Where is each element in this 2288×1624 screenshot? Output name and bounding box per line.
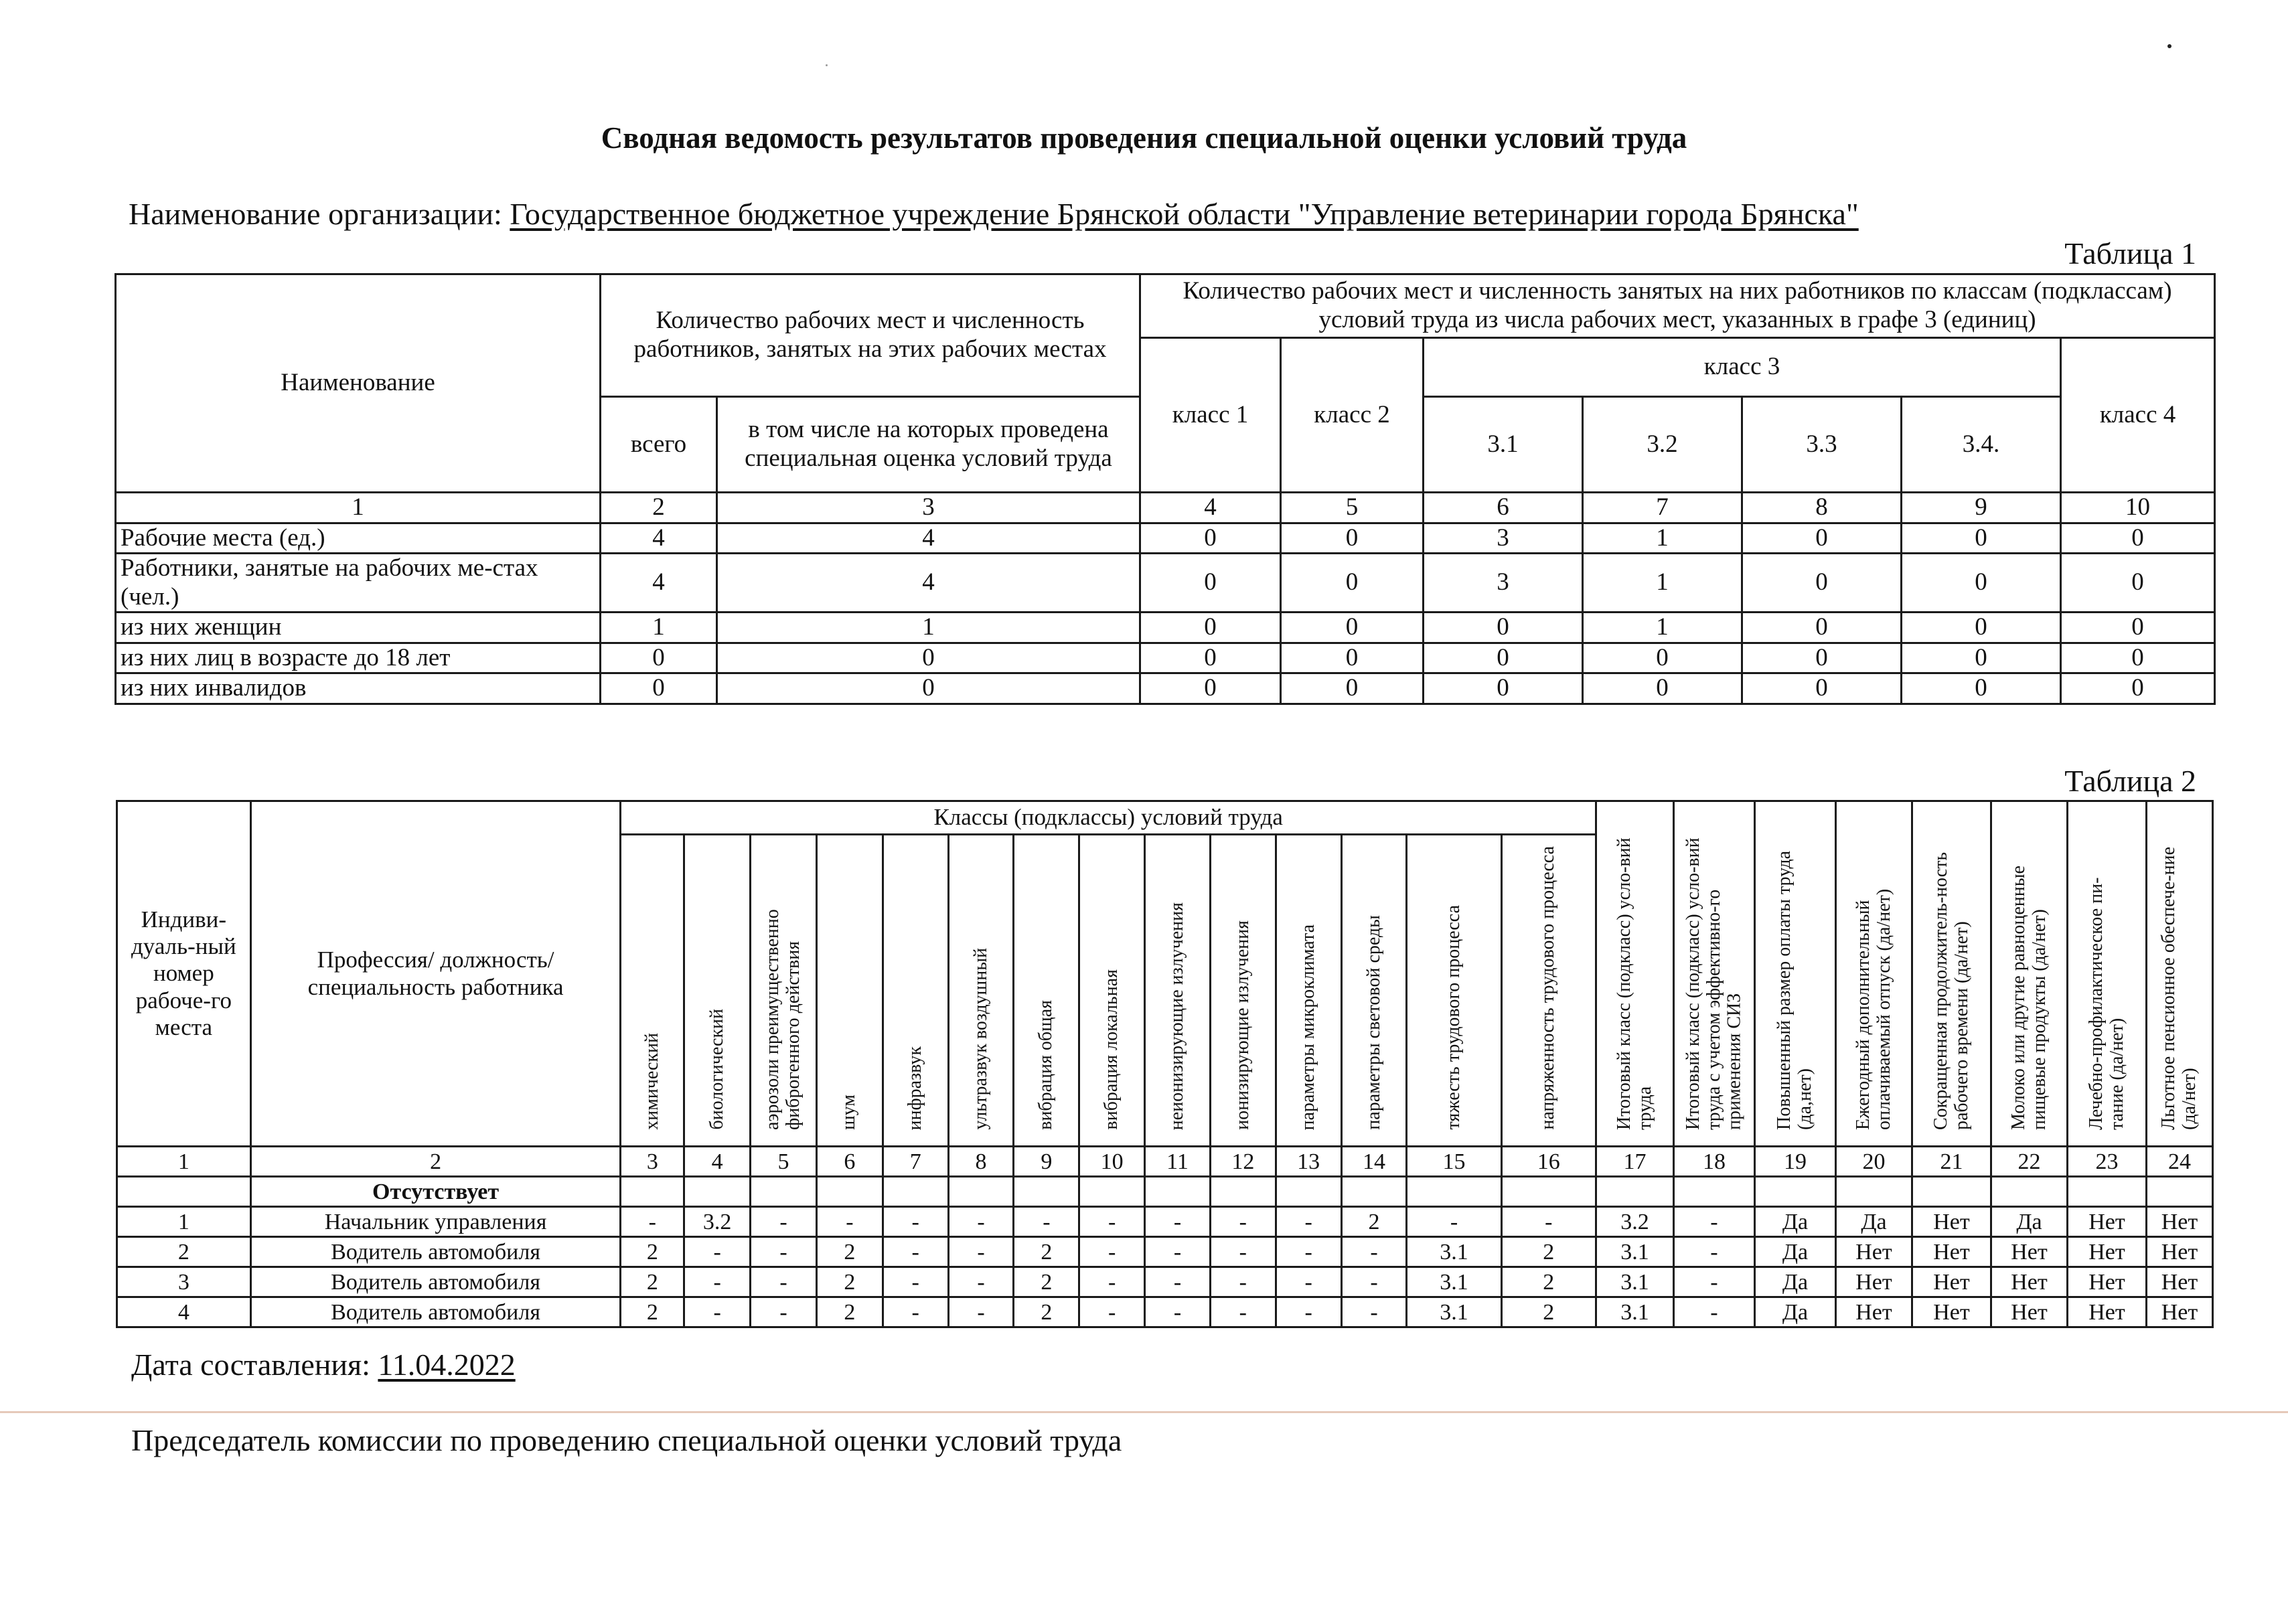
- t2-col-number: 22: [1991, 1147, 2067, 1177]
- t2-cell: 2: [1014, 1267, 1079, 1297]
- t2-header-microclimate: параметры микроклимата: [1276, 835, 1341, 1147]
- t2-cell: -: [883, 1237, 948, 1267]
- t1-cell: 0: [1742, 643, 1902, 673]
- t2-cell: -: [751, 1297, 817, 1327]
- t2-cell: Нет: [1912, 1267, 1991, 1297]
- date-line: [131, 1347, 516, 1382]
- t2-cell: Нет: [1836, 1267, 1912, 1297]
- t2-cell: -: [1210, 1207, 1276, 1237]
- t1-row-label: из них женщин: [116, 613, 601, 643]
- t2-section-empty: [1754, 1177, 1835, 1207]
- t2-row-profession: Водитель автомобиля: [250, 1267, 621, 1297]
- t2-col-number: 2: [250, 1147, 621, 1177]
- t2-cell: -: [1341, 1267, 1407, 1297]
- t1-cell: 0: [1281, 554, 1424, 613]
- t2-cell: Да: [1991, 1207, 2067, 1237]
- t2-header-classes: Классы (подклассы) условий труда: [621, 801, 1596, 835]
- t2-cell: 3.2: [684, 1207, 751, 1237]
- t2-cell: -: [684, 1237, 751, 1267]
- t2-cell: -: [1145, 1237, 1211, 1267]
- t2-header-biological: биологический: [684, 835, 751, 1147]
- t2-cell: Нет: [1836, 1237, 1912, 1267]
- t2-cell: -: [1501, 1207, 1596, 1237]
- t1-cell: 0: [1742, 554, 1902, 613]
- t2-cell: -: [1673, 1237, 1754, 1267]
- t2-cell: -: [1079, 1267, 1145, 1297]
- t1-cell: 0: [1902, 643, 2061, 673]
- t1-cell: 0: [1424, 613, 1583, 643]
- table2-caption: Таблица 2: [2064, 764, 2196, 798]
- t2-cell: 2: [1501, 1297, 1596, 1327]
- t2-col-number: 11: [1145, 1147, 1211, 1177]
- t2-cell: Нет: [1912, 1207, 1991, 1237]
- t2-section-empty: [1407, 1177, 1501, 1207]
- t1-col-number: 2: [601, 493, 717, 523]
- t2-header-intensity: напряженность трудового процесса: [1501, 835, 1596, 1147]
- t2-col-number: 7: [883, 1147, 948, 1177]
- t1-col-number: 5: [1281, 493, 1424, 523]
- chairman-label: Председатель комиссии по проведению специальной оценки условий труда: [131, 1423, 1122, 1457]
- date-value: 11.04.2022: [378, 1348, 516, 1382]
- t2-cell: -: [948, 1237, 1014, 1267]
- t1-header-3-4: 3.4.: [1902, 397, 2061, 493]
- t2-cell: -: [684, 1267, 751, 1297]
- t2-section-empty: [751, 1177, 817, 1207]
- t2-section-label: Отсутствует: [250, 1177, 621, 1207]
- t2-section-empty: [1145, 1177, 1211, 1207]
- t2-header-short-hours: Сокращенная продолжитель-ность рабочего времени (да/нет): [1912, 801, 1991, 1147]
- t1-col-number: 3: [717, 493, 1140, 523]
- t1-cell: 0: [1140, 523, 1281, 554]
- t2-header-noise: шум: [816, 835, 883, 1147]
- t2-cell: -: [948, 1297, 1014, 1327]
- t1-cell: 0: [1140, 673, 1281, 704]
- t1-cell: 0: [1281, 523, 1424, 554]
- t2-header-chemical: химический: [621, 835, 684, 1147]
- t2-header-increased-pay: Повышенный размер оплаты труда (да,нет): [1754, 801, 1835, 1147]
- t2-col-number: 12: [1210, 1147, 1276, 1177]
- t1-row-label: из них лиц в возрасте до 18 лет: [116, 643, 601, 673]
- t2-cell: Нет: [1912, 1237, 1991, 1267]
- t1-header-class2: класс 2: [1281, 338, 1424, 493]
- t2-row: [117, 1267, 2213, 1297]
- t2-cell: Нет: [2067, 1297, 2146, 1327]
- t2-header-final-class: Итоговый класс (подкласс) усло-вий труда: [1596, 801, 1673, 1147]
- t2-cell: 2: [816, 1297, 883, 1327]
- t2-cell: -: [1079, 1297, 1145, 1327]
- t2-header-id: Индиви-дуаль-ный номер рабоче-го места: [117, 801, 251, 1147]
- t1-header-3-2: 3.2: [1583, 397, 1742, 493]
- t2-cell: 3.1: [1407, 1297, 1501, 1327]
- t2-cell: Нет: [2146, 1237, 2212, 1267]
- t2-cell: -: [948, 1207, 1014, 1237]
- t2-cell: 2: [621, 1297, 684, 1327]
- t2-col-number: 17: [1596, 1147, 1673, 1177]
- t1-cell: 0: [1281, 613, 1424, 643]
- t1-cell: 0: [1742, 673, 1902, 704]
- t2-cell: -: [883, 1267, 948, 1297]
- t1-row: [116, 554, 2215, 613]
- t2-header-lighting: параметры световой среды: [1341, 835, 1407, 1147]
- t2-section-empty: [117, 1177, 251, 1207]
- t1-cell: 4: [601, 523, 717, 554]
- t2-header-extra-leave: Ежегодный дополнительный оплачиваемый отпуск (да/нет): [1836, 801, 1912, 1147]
- t2-cell: 3.1: [1407, 1237, 1501, 1267]
- scan-speck: [826, 64, 828, 66]
- t2-cell: Нет: [1991, 1267, 2067, 1297]
- t1-col-number: 9: [1902, 493, 2061, 523]
- t2-cell: -: [1210, 1297, 1276, 1327]
- t2-cell: -: [1276, 1237, 1341, 1267]
- t2-header-ultrasound: ультразвук воздушный: [948, 835, 1014, 1147]
- t1-col-number: 4: [1140, 493, 1281, 523]
- t1-cell: 0: [1583, 643, 1742, 673]
- t2-col-number: 13: [1276, 1147, 1341, 1177]
- t2-col-number: 8: [948, 1147, 1014, 1177]
- t2-header-severity: тяжесть трудового процесса: [1407, 835, 1501, 1147]
- summary-table: [115, 273, 2216, 705]
- t2-cell: -: [751, 1207, 817, 1237]
- t2-cell: Нет: [2146, 1207, 2212, 1237]
- t2-cell: -: [1407, 1207, 1501, 1237]
- t1-cell: 3: [1424, 523, 1583, 554]
- t1-header-class1: класс 1: [1140, 338, 1281, 493]
- t2-header-medical-nutrition: Лечебно-профилактическое пи-тание (да/нет): [2067, 801, 2146, 1147]
- page-title: Сводная ведомость результатов проведения специальной оценки условий труда: [601, 121, 1687, 155]
- t2-cell: -: [1341, 1237, 1407, 1267]
- t1-cell: 0: [1140, 643, 1281, 673]
- t1-cell: 1: [1583, 523, 1742, 554]
- t2-row-id: 3: [117, 1267, 251, 1297]
- t2-cell: -: [1145, 1207, 1211, 1237]
- t2-col-number: 23: [2067, 1147, 2146, 1177]
- t2-col-number: 18: [1673, 1147, 1754, 1177]
- t2-cell: 2: [1014, 1237, 1079, 1267]
- t2-cell: -: [1210, 1267, 1276, 1297]
- t2-header-final-class-ppe: Итоговый класс (подкласс) усло-вий труда с учетом эффективно-го применения СИЗ: [1673, 801, 1754, 1147]
- t1-cell: 0: [717, 673, 1140, 704]
- t2-cell: Нет: [1991, 1297, 2067, 1327]
- t2-header-nonionizing: неионизирующие излучения: [1145, 835, 1211, 1147]
- t1-col-number: 8: [1742, 493, 1902, 523]
- t1-row: [116, 613, 2215, 643]
- t1-cell: 0: [1902, 554, 2061, 613]
- t2-header-profession: Профессия/ должность/ специальность работника: [250, 801, 621, 1147]
- t2-cell: 2: [1341, 1207, 1407, 1237]
- t2-cell: -: [1210, 1237, 1276, 1267]
- t2-col-number: 16: [1501, 1147, 1596, 1177]
- t2-col-number: 9: [1014, 1147, 1079, 1177]
- t2-col-number: 6: [816, 1147, 883, 1177]
- t2-col-number: 24: [2146, 1147, 2212, 1177]
- t2-row: [117, 1297, 2213, 1327]
- t2-header-vibration-general: вибрация общая: [1014, 835, 1079, 1147]
- t2-header-milk: Молоко или другие равноценные пищевые продукты (да/нет): [1991, 801, 2067, 1147]
- t1-cell: 0: [1281, 673, 1424, 704]
- t2-col-number: 1: [117, 1147, 251, 1177]
- t1-row: [116, 643, 2215, 673]
- t1-header-class4: класс 4: [2061, 338, 2215, 493]
- t2-row-id: 1: [117, 1207, 251, 1237]
- t2-row-profession: Начальник управления: [250, 1207, 621, 1237]
- t2-cell: Да: [1754, 1207, 1835, 1237]
- t2-col-number: 3: [621, 1147, 684, 1177]
- t2-cell: Нет: [2067, 1237, 2146, 1267]
- t2-section-empty: [1079, 1177, 1145, 1207]
- workplace-table: [116, 800, 2214, 1328]
- t1-cell: 0: [2061, 613, 2215, 643]
- t2-cell: -: [883, 1207, 948, 1237]
- t1-cell: 4: [601, 554, 717, 613]
- t1-cell: 0: [1140, 613, 1281, 643]
- t2-section-empty: [1210, 1177, 1276, 1207]
- t2-cell: -: [1079, 1207, 1145, 1237]
- t2-row: [117, 1207, 2213, 1237]
- t2-section-empty: [1014, 1177, 1079, 1207]
- t1-row-label: Работники, занятые на рабочих ме-стах (чел.): [116, 554, 601, 613]
- t2-section-empty: [1673, 1177, 1754, 1207]
- t1-cell: 0: [601, 673, 717, 704]
- t2-cell: Нет: [2146, 1267, 2212, 1297]
- t1-cell: 1: [601, 613, 717, 643]
- t2-cell: Нет: [2067, 1207, 2146, 1237]
- t2-header-vibration-local: вибрация локальная: [1079, 835, 1145, 1147]
- t2-section-empty: [1341, 1177, 1407, 1207]
- t2-cell: -: [1014, 1207, 1079, 1237]
- t1-cell: 4: [717, 554, 1140, 613]
- t2-cell: 2: [1014, 1297, 1079, 1327]
- t2-section-empty: [1836, 1177, 1912, 1207]
- t2-cell: -: [1276, 1207, 1341, 1237]
- t1-row: [116, 523, 2215, 554]
- t1-cell: 0: [1742, 523, 1902, 554]
- t1-cell: 0: [2061, 523, 2215, 554]
- scan-speck: [2167, 44, 2171, 48]
- t1-header-assessed: в том числе на которых проведена специальная оценка условий труда: [717, 397, 1140, 493]
- t2-row: [117, 1237, 2213, 1267]
- t2-cell: 3.1: [1596, 1297, 1673, 1327]
- t2-cell: Нет: [2067, 1267, 2146, 1297]
- t1-header-count: Количество рабочих мест и численность работников, занятых на этих рабочих местах: [601, 274, 1140, 397]
- t2-section-empty: [1501, 1177, 1596, 1207]
- t2-cell: -: [1341, 1297, 1407, 1327]
- t1-cell: 0: [1902, 613, 2061, 643]
- t2-cell: -: [1673, 1267, 1754, 1297]
- t2-col-number: 14: [1341, 1147, 1407, 1177]
- t1-row: [116, 673, 2215, 704]
- t2-section-empty: [1912, 1177, 1991, 1207]
- t2-cell: -: [1673, 1207, 1754, 1237]
- t2-row-profession: Водитель автомобиля: [250, 1297, 621, 1327]
- t2-row-id: 2: [117, 1237, 251, 1267]
- t2-cell: Да: [1836, 1207, 1912, 1237]
- t1-cell: 0: [1140, 554, 1281, 613]
- t2-cell: Нет: [1991, 1237, 2067, 1267]
- organization-name: Государственное бюджетное учреждение Брянской области "Управление ветеринарии города Брянска": [510, 197, 1859, 231]
- t2-col-number: 15: [1407, 1147, 1501, 1177]
- t2-cell: 3.1: [1407, 1267, 1501, 1297]
- t1-header-by-class: Количество рабочих мест и численность занятых на них работников по классам (подклассам) условий труда из числа рабочих мест, указанных в графе 3 (единиц): [1140, 274, 2215, 338]
- t2-cell: 2: [816, 1267, 883, 1297]
- date-label: Дата составления:: [131, 1348, 370, 1382]
- t2-section-empty: [684, 1177, 751, 1207]
- t1-row-label: из них инвалидов: [116, 673, 601, 704]
- t1-cell: 0: [1902, 523, 2061, 554]
- t2-cell: 3.1: [1596, 1237, 1673, 1267]
- t1-col-number: 6: [1424, 493, 1583, 523]
- t2-cell: 3.1: [1596, 1267, 1673, 1297]
- t2-cell: -: [1276, 1267, 1341, 1297]
- t2-cell: -: [883, 1297, 948, 1327]
- t1-cell: 3: [1424, 554, 1583, 613]
- t1-cell: 0: [1424, 643, 1583, 673]
- t2-section-empty: [816, 1177, 883, 1207]
- t2-section-empty: [2067, 1177, 2146, 1207]
- t2-cell: -: [1276, 1297, 1341, 1327]
- t2-cell: Да: [1754, 1267, 1835, 1297]
- t1-cell: 0: [2061, 643, 2215, 673]
- t1-row-label: Рабочие места (ед.): [116, 523, 601, 554]
- t2-header-infrasound: инфразвук: [883, 835, 948, 1147]
- t1-cell: 0: [2061, 673, 2215, 704]
- t1-cell: 4: [717, 523, 1140, 554]
- t1-cell: 0: [1902, 673, 2061, 704]
- t2-header-pension: Льготное пенсионное обеспече-ние (да/нет): [2146, 801, 2212, 1147]
- t2-cell: -: [751, 1237, 817, 1267]
- t2-header-ionizing: ионизирующие излучения: [1210, 835, 1276, 1147]
- t1-cell: 1: [717, 613, 1140, 643]
- t1-cell: 0: [1742, 613, 1902, 643]
- t2-cell: -: [684, 1297, 751, 1327]
- t2-cell: 2: [1501, 1267, 1596, 1297]
- t2-row-id: 4: [117, 1297, 251, 1327]
- t2-col-number: 20: [1836, 1147, 1912, 1177]
- t1-cell: 0: [1424, 673, 1583, 704]
- t2-col-number: 19: [1754, 1147, 1835, 1177]
- t1-cell: 0: [2061, 554, 2215, 613]
- t1-cell: 1: [1583, 554, 1742, 613]
- t1-col-number: 7: [1583, 493, 1742, 523]
- table1-caption: Таблица 1: [2064, 236, 2196, 270]
- t2-cell: Нет: [1912, 1297, 1991, 1327]
- t1-header-total: всего: [601, 397, 717, 493]
- t2-section-empty: [621, 1177, 684, 1207]
- t2-col-number: 4: [684, 1147, 751, 1177]
- t2-cell: -: [948, 1267, 1014, 1297]
- divider-line: [0, 1411, 2288, 1413]
- t2-section-empty: [1991, 1177, 2067, 1207]
- t1-cell: 1: [1583, 613, 1742, 643]
- t2-col-number: 10: [1079, 1147, 1145, 1177]
- t1-cell: 0: [1583, 673, 1742, 704]
- t2-cell: -: [751, 1267, 817, 1297]
- t1-col-number: 10: [2061, 493, 2215, 523]
- t2-cell: 3.2: [1596, 1207, 1673, 1237]
- t2-cell: -: [1079, 1237, 1145, 1267]
- t1-cell: 0: [717, 643, 1140, 673]
- t2-section-empty: [883, 1177, 948, 1207]
- t2-section-row: [117, 1177, 2213, 1207]
- organization-label: Наименование организации:: [129, 197, 502, 231]
- t2-cell: Да: [1754, 1237, 1835, 1267]
- t2-section-empty: [1276, 1177, 1341, 1207]
- t2-section-empty: [1596, 1177, 1673, 1207]
- t2-row-profession: Водитель автомобиля: [250, 1237, 621, 1267]
- t1-header-name: Наименование: [116, 274, 601, 493]
- t1-header-3-3: 3.3: [1742, 397, 1902, 493]
- t2-col-numbers: [117, 1147, 2213, 1177]
- organization-line: [129, 196, 1859, 232]
- t2-section-empty: [948, 1177, 1014, 1207]
- t2-section-empty: [2146, 1177, 2212, 1207]
- t2-cell: Нет: [2146, 1297, 2212, 1327]
- t2-cell: 2: [621, 1237, 684, 1267]
- t1-header-3-1: 3.1: [1424, 397, 1583, 493]
- t1-header-class3: класс 3: [1424, 338, 2061, 397]
- t2-cell: 2: [621, 1267, 684, 1297]
- t2-cell: -: [621, 1207, 684, 1237]
- t2-cell: -: [1673, 1297, 1754, 1327]
- t2-cell: -: [1145, 1267, 1211, 1297]
- t2-header-aerosols: аэрозоли преимущественно фиброгенного действия: [751, 835, 817, 1147]
- t2-cell: Нет: [1836, 1297, 1912, 1327]
- t2-cell: 2: [816, 1237, 883, 1267]
- t1-col-number: 1: [116, 493, 601, 523]
- t2-cell: Да: [1754, 1297, 1835, 1327]
- t2-cell: 2: [1501, 1237, 1596, 1267]
- t1-cell: 0: [601, 643, 717, 673]
- t2-col-number: 21: [1912, 1147, 1991, 1177]
- t1-cell: 0: [1281, 643, 1424, 673]
- t2-cell: -: [1145, 1297, 1211, 1327]
- t2-col-number: 5: [751, 1147, 817, 1177]
- t2-cell: -: [816, 1207, 883, 1237]
